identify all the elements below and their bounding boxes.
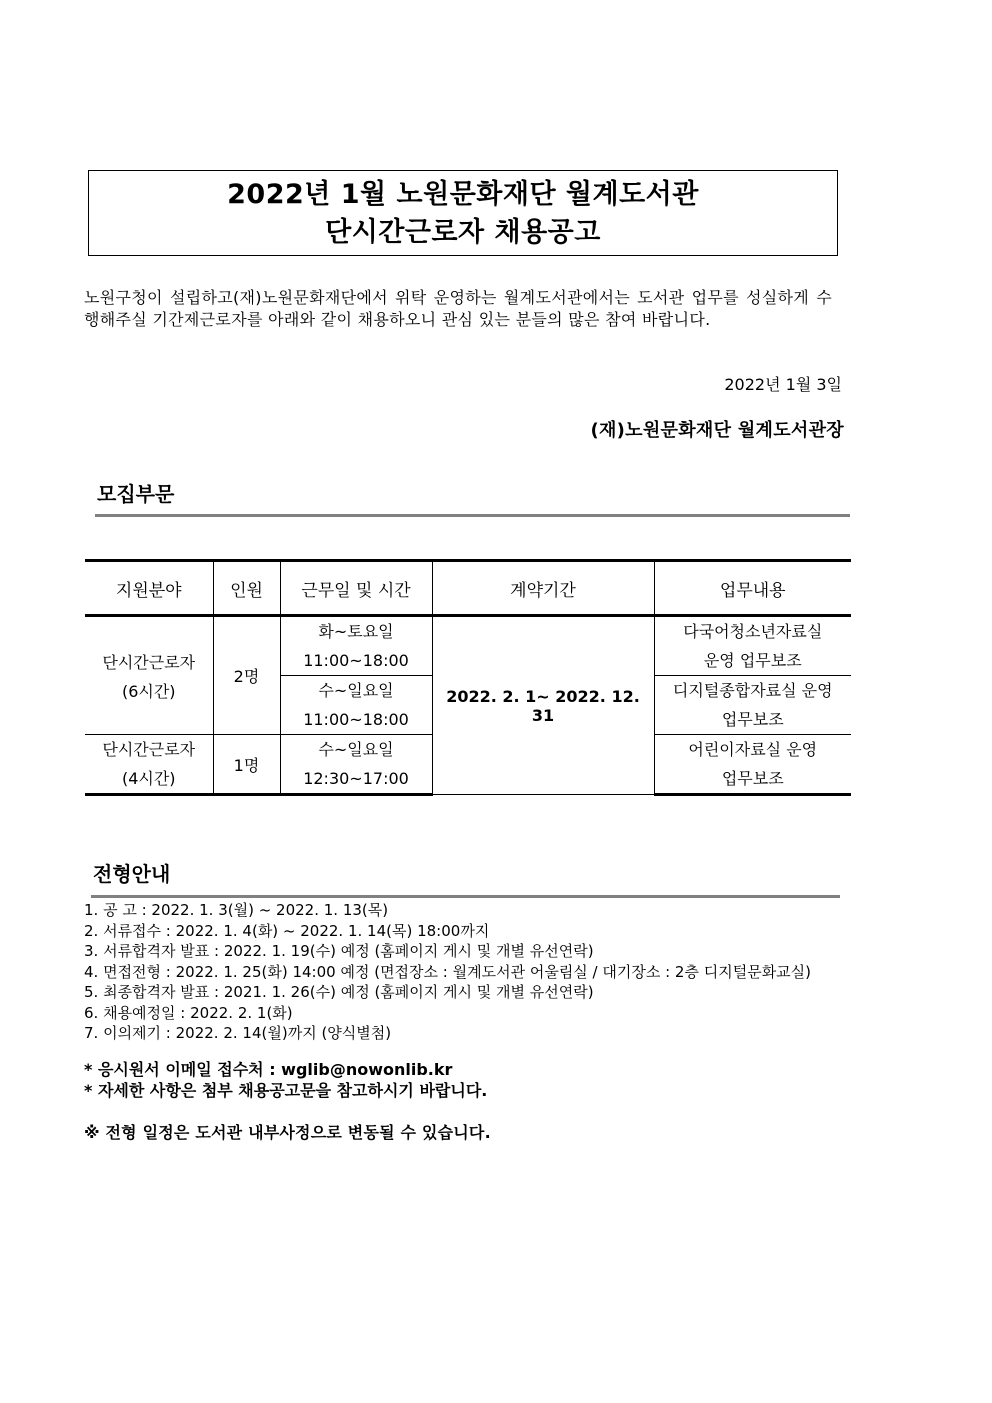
field-name: 단시간근로자 <box>102 652 196 672</box>
field-cell <box>85 616 213 735</box>
detail-note: * 자세한 사항은 첨부 채용공고문을 참고하시기 바랍니다. <box>84 1081 488 1100</box>
field-hours: (4시간) <box>121 769 176 788</box>
schedule-hours: 12:30~17:00 <box>303 769 409 788</box>
header-count: 인원 <box>213 561 280 616</box>
schedule-days: 화~토요일 <box>318 622 394 641</box>
header-contract: 계약기간 <box>432 561 654 616</box>
schedule-cell <box>280 676 432 735</box>
duty-line-1: 디지털종합자료실 운영 <box>672 681 833 700</box>
schedule-change-note: ※ 전형 일정은 도서관 내부사정으로 변동될 수 있습니다. <box>84 1123 491 1142</box>
recruitment-table <box>85 559 851 796</box>
schedule-days: 수~일요일 <box>318 681 394 700</box>
section-title-recruitment: 모집부문 <box>97 482 175 506</box>
count-cell: 2명 <box>213 616 280 735</box>
duty-line-2: 업무보조 <box>721 710 784 729</box>
duty-cell <box>654 735 851 795</box>
header-duty: 업무내용 <box>654 561 851 616</box>
email-note: * 응시원서 이메일 접수처 : wglib@nowonlib.kr <box>84 1060 453 1079</box>
field-name: 단시간근로자 <box>102 740 196 759</box>
duty-line-1: 어린이자료실 운영 <box>688 740 818 759</box>
section-title-selection: 전형안내 <box>93 862 171 886</box>
schedule-cell <box>280 616 432 676</box>
table-header-row <box>85 561 851 616</box>
schedule-hours: 11:00~18:00 <box>303 651 409 670</box>
step-item: 4. 면접전형 : 2022. 1. 25(화) 14:00 예정 (면접장소 : 월계도서관 어울림실 / 대기장소 : 2층 디지털문화교실) <box>84 962 812 981</box>
section-divider-1 <box>95 514 850 517</box>
schedule-cell <box>280 735 432 795</box>
step-item: 7. 이의제기 : 2022. 2. 14(월)까지 (양식별첨) <box>84 1024 392 1042</box>
signer: (재)노원문화재단 월계도서관장 <box>590 420 844 441</box>
duty-line-2: 업무보조 <box>721 769 784 788</box>
step-item: 6. 채용예정일 : 2022. 2. 1(화) <box>84 1003 293 1022</box>
intro-paragraph: 노원구청이 설립하고(재)노원문화재단에서 위탁 운영하는 월계도서관에서는 도서관 업무를 성실하게 수행해주실 기간제근로자를 아래와 같이 채용하오니 관심 있는 분들의 많은 참여 바랍니다. <box>84 288 832 329</box>
duty-cell <box>654 616 851 676</box>
step-item: 3. 서류합격자 발표 : 2022. 1. 19(수) 예정 (홈페이지 게시 및 개별 유선연락) <box>84 942 594 960</box>
schedule-days: 수~일요일 <box>318 740 394 759</box>
duty-cell <box>654 676 851 735</box>
field-hours: (6시간) <box>121 681 176 701</box>
step-item: 1. 공 고 : 2022. 1. 3(월) ~ 2022. 1. 13(목) <box>84 901 389 919</box>
step-item: 5. 최종합격자 발표 : 2021. 1. 26(수) 예정 (홈페이지 게시 및 개별 유선연락) <box>84 983 594 1001</box>
header-schedule: 근무일 및 시간 <box>280 561 432 616</box>
title-line-1: 2022년 1월 노원문화재단 월계도서관 <box>227 179 699 210</box>
table-row <box>85 616 851 676</box>
schedule-hours: 11:00~18:00 <box>303 710 409 729</box>
count-cell: 1명 <box>213 735 280 795</box>
title-line-2: 단시간근로자 채용공고 <box>325 217 601 248</box>
contract-period-cell: 2022. 2. 1~ 2022. 12. 31 <box>432 616 654 795</box>
announcement-title-box <box>88 170 838 256</box>
announcement-date: 2022년 1월 3일 <box>724 375 842 394</box>
header-field: 지원분야 <box>85 561 213 616</box>
duty-line-2: 운영 업무보조 <box>703 651 802 670</box>
duty-line-1: 다국어청소년자료실 <box>683 622 823 641</box>
field-cell <box>85 735 213 795</box>
step-item: 2. 서류접수 : 2022. 1. 4(화) ~ 2022. 1. 14(목) 18:00까지 <box>84 921 490 940</box>
section-divider-2 <box>91 895 840 898</box>
selection-steps <box>84 900 811 1044</box>
notes <box>84 1059 487 1101</box>
